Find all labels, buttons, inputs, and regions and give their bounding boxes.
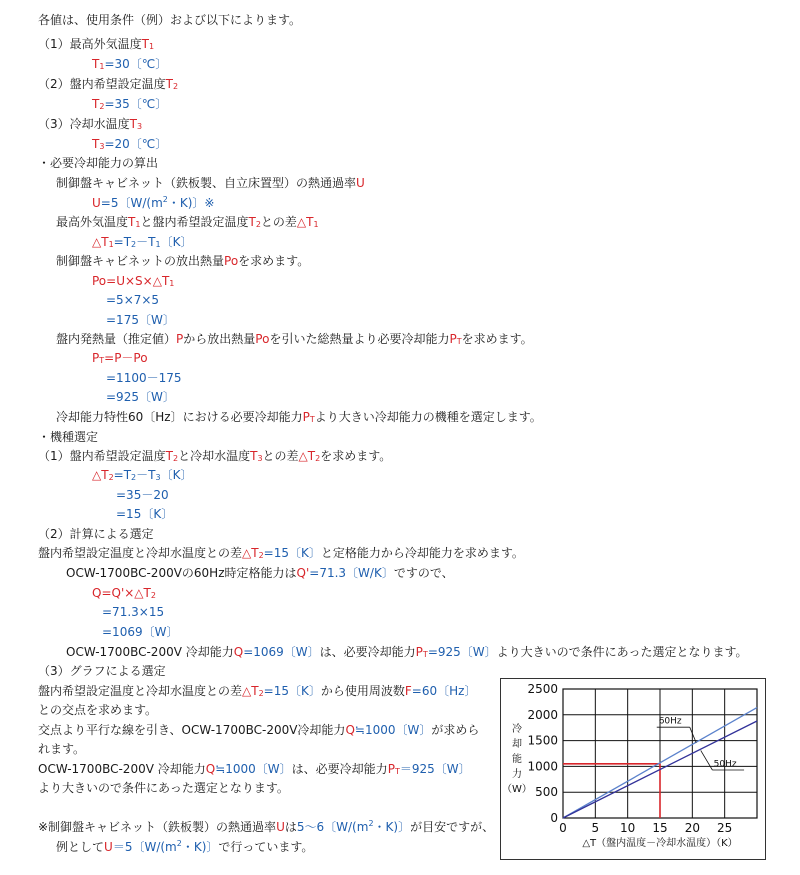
text-segment: P (449, 332, 457, 346)
subscript: 2 (99, 102, 105, 111)
text-line (102, 624, 178, 640)
text-line (66, 565, 454, 581)
text-segment: より大きいので条件にあった選定となります。 (496, 645, 748, 659)
text-segment: Q=Q'×△T (92, 586, 151, 600)
text-line (38, 545, 524, 561)
text-segment: から使用周波数 (320, 684, 405, 698)
text-segment: T (92, 97, 100, 111)
subscript: 2 (150, 591, 156, 600)
text-line (116, 506, 173, 522)
text-segment: T (250, 449, 258, 463)
y-tick-label: 2000 (527, 707, 558, 722)
text-line (92, 136, 167, 152)
text-segment: ≒1000〔W〕 (354, 723, 432, 737)
text-segment: れます。 (38, 742, 86, 756)
text-segment: ≒1000〔W〕 (215, 762, 292, 776)
text-line (38, 683, 476, 699)
subscript: 3 (155, 473, 161, 482)
text-segment: ですので、 (393, 566, 454, 580)
text-segment: T (92, 57, 100, 71)
text-segment: =5〔W/(m (100, 196, 163, 210)
text-segment: との交点を求めます。 (38, 703, 158, 717)
text-segment: △T (92, 235, 109, 249)
text-segment: P (302, 410, 310, 424)
superscript: 2 (368, 819, 374, 828)
text-segment: U (356, 176, 365, 190)
text-segment: から放出熱量 (183, 332, 256, 346)
subscript: 1 (313, 220, 319, 229)
subscript: T (309, 415, 315, 424)
text-segment: =30〔℃〕 (104, 57, 168, 71)
y-axis-label-char: 力 (512, 769, 522, 780)
text-line (92, 56, 167, 72)
subscript: 2 (255, 220, 261, 229)
text-segment: 〔K〕 (160, 235, 193, 249)
text-segment: P (176, 332, 184, 346)
subscript: 2 (315, 454, 321, 463)
text-line (38, 780, 289, 796)
text-segment: が目安ですが、 (410, 820, 495, 834)
text-line (92, 273, 174, 289)
text-segment: より大きい冷却能力の機種を選定します。 (314, 410, 542, 424)
subscript: 1 (148, 42, 155, 51)
text-segment: =P－Po (104, 351, 148, 365)
text-line (38, 36, 154, 52)
text-segment: 例として (56, 840, 105, 854)
subscript: T (99, 356, 105, 365)
text-segment: P (415, 645, 423, 659)
text-segment: 各値は、使用条件（例）および以下によります。 (38, 13, 302, 27)
text-line (92, 467, 192, 483)
text-line (38, 429, 98, 445)
text-segment: （2）盤内希望設定温度 (38, 77, 166, 91)
text-segment: OCW-1700BC-200V 冷却能力 (66, 645, 234, 659)
text-line (38, 819, 494, 835)
text-segment: =35〔℃〕 (104, 97, 168, 111)
text-segment: ・K)〕※ (167, 196, 215, 210)
superscript: 2 (176, 839, 182, 848)
text-segment: =175〔W〕 (106, 313, 175, 327)
text-segment: ＝5〔W/(m (112, 840, 177, 854)
subscript: T (456, 337, 462, 346)
subscript: 2 (172, 82, 179, 91)
y-axis-label-char: 却 (512, 739, 522, 750)
text-segment: =15〔K〕 (263, 684, 321, 698)
text-segment: =15〔K〕 (116, 507, 174, 521)
text-segment: 制御盤キャビネット（鉄板製、自立床置型）の熱通過率 (56, 176, 357, 190)
text-segment: 冷却能力特性60〔Hz〕における必要冷却能力 (56, 410, 303, 424)
text-segment: が求めら (431, 723, 480, 737)
subscript: 1 (169, 279, 175, 288)
x-tick-label: 25 (717, 821, 733, 835)
text-line (56, 409, 542, 425)
y-axis-label-char: （W） (502, 784, 532, 795)
text-segment: を引いた総熱量より必要冷却能力 (269, 332, 450, 346)
subscript: 2 (258, 689, 264, 698)
x-tick-label: 5 (591, 821, 600, 835)
text-segment: =71.3×15 (102, 605, 165, 619)
text-segment: との差 (260, 215, 297, 229)
text-segment: =925〔W〕 (106, 390, 175, 404)
text-segment: Q (345, 723, 355, 737)
text-segment: =35－20 (116, 488, 169, 502)
text-segment: T (141, 37, 149, 51)
text-segment: =T (113, 468, 132, 482)
text-segment: 盤内発熱量（推定値） (56, 332, 177, 346)
text-line (106, 370, 182, 386)
text-line (92, 96, 167, 112)
text-segment: △T (296, 215, 314, 229)
text-segment: △T (242, 684, 259, 698)
text-segment: Po (92, 274, 107, 288)
text-segment: △T (242, 546, 259, 560)
text-segment: OCW-1700BC-200Vの60Hz時定格能力は (66, 566, 297, 580)
text-line (56, 253, 309, 269)
text-segment: =71.3〔W/K〕 (309, 566, 394, 580)
text-segment: ・機種選定 (38, 430, 99, 444)
text-segment: は、必要冷却能力 (291, 762, 388, 776)
subscript: 1 (99, 62, 105, 71)
subscript: 2 (172, 454, 179, 463)
series-label-60hz: 60Hz (658, 716, 682, 727)
text-segment: F (404, 684, 412, 698)
text-segment: Q (233, 645, 244, 659)
superscript: 2 (162, 195, 168, 204)
text-segment: より大きいので条件にあった選定となります。 (38, 781, 289, 795)
subscript: 2 (258, 551, 264, 560)
text-line (106, 389, 175, 405)
text-segment: －T (136, 235, 156, 249)
text-segment: は、必要冷却能力 (319, 645, 416, 659)
text-segment: T (128, 215, 136, 229)
text-line (106, 312, 175, 328)
text-segment: （2）計算による選定 (38, 527, 154, 541)
text-segment: U (92, 196, 101, 210)
text-line (38, 76, 178, 92)
x-tick-label: 20 (684, 821, 700, 835)
text-segment: を求めます。 (320, 449, 392, 463)
text-line (38, 116, 142, 132)
text-segment: =1069〔W〕 (243, 645, 320, 659)
x-axis-label: △T（盤内温度－冷却水温度）（K） (582, 838, 738, 849)
subscript: 2 (131, 473, 137, 482)
text-segment: 制御盤キャビネットの放出熱量 (56, 254, 225, 268)
text-segment: U (104, 840, 113, 854)
text-segment: =T (113, 235, 132, 249)
y-axis-label-char: 冷 (512, 724, 522, 735)
text-segment: U (276, 820, 285, 834)
text-segment: と定格能力から冷却能力を求めます。 (320, 546, 524, 560)
text-segment: ※制御盤キャビネット（鉄板製）の熱通過率 (38, 820, 277, 834)
text-segment: を求めます。 (238, 254, 310, 268)
text-segment: は (284, 820, 297, 834)
x-tick-label: 10 (620, 821, 636, 835)
text-line (38, 12, 301, 28)
series-label-50hz: 50Hz (713, 759, 737, 770)
text-segment: （1）盤内希望設定温度 (38, 449, 166, 463)
y-tick-label: 2500 (527, 682, 558, 696)
y-tick-label: 1500 (527, 733, 558, 748)
text-segment: ＝925〔W〕 (399, 762, 471, 776)
subscript: 3 (99, 142, 105, 151)
text-line (56, 839, 313, 855)
subscript: 3 (257, 454, 263, 463)
text-segment: T (92, 137, 100, 151)
y-axis-label-char: 能 (512, 754, 522, 765)
text-segment: ・K)〕 (181, 840, 219, 854)
subscript: 2 (108, 473, 114, 482)
text-segment: OCW-1700BC-200V 冷却能力 (38, 762, 206, 776)
text-segment: 〔K〕 (160, 468, 193, 482)
text-segment: △T (92, 468, 109, 482)
text-line (38, 702, 157, 718)
text-segment: =60〔Hz〕 (411, 684, 477, 698)
text-line (56, 331, 533, 347)
subscript: 1 (108, 240, 114, 249)
text-line (38, 761, 471, 777)
text-line (56, 214, 319, 230)
text-segment: Q' (296, 566, 310, 580)
text-segment: P (92, 351, 100, 365)
subscript: 2 (131, 240, 137, 249)
text-segment: T (129, 117, 137, 131)
text-segment: と盤内希望設定温度 (140, 215, 249, 229)
text-segment: －T (136, 468, 156, 482)
text-line (106, 292, 159, 308)
text-segment: Q (205, 762, 216, 776)
text-segment: （1）最高外気温度 (38, 37, 142, 51)
text-segment: 最高外気温度 (56, 215, 129, 229)
text-segment: （3）冷却水温度 (38, 117, 130, 131)
y-tick-label: 1000 (527, 759, 558, 774)
subscript: T (394, 767, 400, 776)
text-line (38, 722, 479, 738)
x-tick-label: 15 (652, 821, 668, 835)
text-line (38, 526, 154, 542)
text-line (92, 350, 148, 366)
text-segment: =1069〔W〕 (102, 625, 179, 639)
text-segment: ・K)〕 (373, 820, 411, 834)
text-segment: 盤内希望設定温度と冷却水温度との差 (38, 546, 243, 560)
cooling-capacity-chart (500, 678, 766, 860)
text-line (38, 663, 166, 679)
text-segment: =5×7×5 (106, 293, 160, 307)
text-line (92, 234, 192, 250)
text-segment: =925〔W〕 (427, 645, 497, 659)
text-segment: との差 (262, 449, 299, 463)
y-tick-label: 500 (535, 785, 558, 800)
subscript: T (422, 650, 428, 659)
text-segment: T (248, 215, 256, 229)
text-segment: △T (298, 449, 316, 463)
text-segment: 交点より平行な線を引き、OCW-1700BC-200V冷却能力 (38, 723, 346, 737)
text-line (116, 487, 169, 503)
text-segment: ・必要冷却能力の算出 (38, 156, 159, 170)
text-segment: =1100－175 (106, 371, 182, 385)
text-line (66, 644, 748, 660)
subscript: 3 (136, 122, 143, 131)
subscript: 1 (135, 220, 141, 229)
text-segment: Po (224, 254, 239, 268)
text-segment: 5～6〔W/(m (296, 820, 369, 834)
label-leader-50hz (701, 750, 713, 770)
y-tick-label: 0 (550, 811, 558, 825)
text-segment: （3）グラフによる選定 (38, 664, 166, 678)
text-line (38, 741, 85, 757)
text-segment: =U×S×△T (106, 274, 170, 288)
subscript: 1 (155, 240, 161, 249)
text-segment: P (387, 762, 395, 776)
x-tick-label: 0 (559, 821, 567, 835)
text-segment: =20〔℃〕 (104, 137, 168, 151)
text-line (38, 448, 391, 464)
text-line (38, 155, 158, 171)
text-line (92, 585, 156, 601)
text-segment: と冷却水温度 (178, 449, 251, 463)
text-segment: T (165, 77, 173, 91)
text-segment: Po (255, 332, 270, 346)
text-segment: を求めます。 (461, 332, 533, 346)
text-segment: で行っています。 (218, 840, 314, 854)
text-segment: 盤内希望設定温度と冷却水温度との差 (38, 684, 243, 698)
text-line (92, 195, 214, 211)
text-segment: =15〔K〕 (263, 546, 321, 560)
text-segment: T (165, 449, 173, 463)
text-line (102, 604, 164, 620)
text-line (56, 175, 365, 191)
